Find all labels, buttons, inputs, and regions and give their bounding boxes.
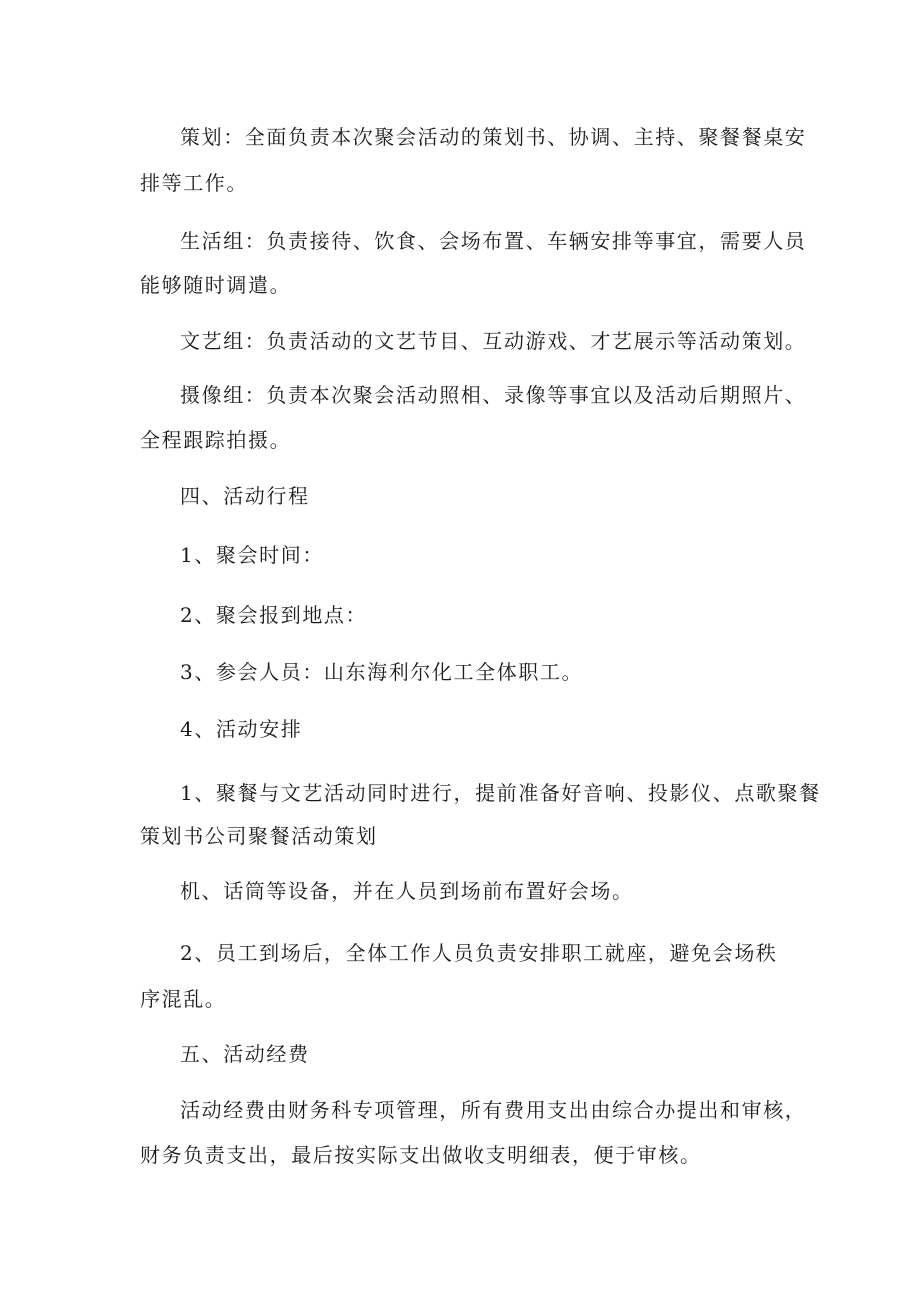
paragraph-camera-group-line-1: 摄像组：负责本次聚会活动照相、录像等事宜以及活动后期照片、 <box>180 383 807 407</box>
paragraph-planning-line-2: 排等工作。 <box>140 171 248 195</box>
schedule-item-location: 2、聚会报到地点： <box>180 603 368 627</box>
schedule-item-arrangement: 4、活动安排 <box>180 717 303 741</box>
arrangement-item-2-line-1: 2、员工到场后，全体工作人员负责安排职工就座，避免会场秩 <box>180 941 778 965</box>
arrangement-item-1-line-2: 策划书公司聚餐活动策划 <box>140 824 378 848</box>
section-heading-budget: 五、活动经费 <box>180 1042 310 1066</box>
paragraph-planning-line-1: 策划：全面负责本次聚会活动的策划书、协调、主持、聚餐餐桌安 <box>180 125 807 149</box>
paragraph-camera-group-line-2: 全程跟踪拍摄。 <box>140 428 292 452</box>
section-heading-schedule: 四、活动行程 <box>180 484 310 508</box>
paragraph-budget-line-2: 财务负责支出，最后按实际支出做收支明细表，便于审核。 <box>140 1143 702 1167</box>
paragraph-living-group-line-1: 生活组：负责接待、饮食、会场布置、车辆安排等事宜，需要人员 <box>180 229 807 253</box>
schedule-item-time: 1、聚会时间： <box>180 543 324 567</box>
paragraph-budget-line-1: 活动经费由财务科专项管理，所有费用支出由综合办提出和审核， <box>180 1098 807 1122</box>
paragraph-arts-group: 文艺组：负责活动的文艺节目、互动游戏、才艺展示等活动策划。 <box>180 329 807 353</box>
arrangement-item-2-line-2: 序混乱。 <box>140 987 227 1011</box>
arrangement-item-1-line-1: 1、聚餐与文艺活动同时进行，提前准备好音响、投影仪、点歌聚餐 <box>180 781 821 805</box>
arrangement-item-1-line-3: 机、话筒等设备，并在人员到场前布置好会场。 <box>180 879 634 903</box>
paragraph-living-group-line-2: 能够随时调遣。 <box>140 273 292 297</box>
schedule-item-attendees: 3、参会人员：山东海利尔化工全体职工。 <box>180 660 584 684</box>
